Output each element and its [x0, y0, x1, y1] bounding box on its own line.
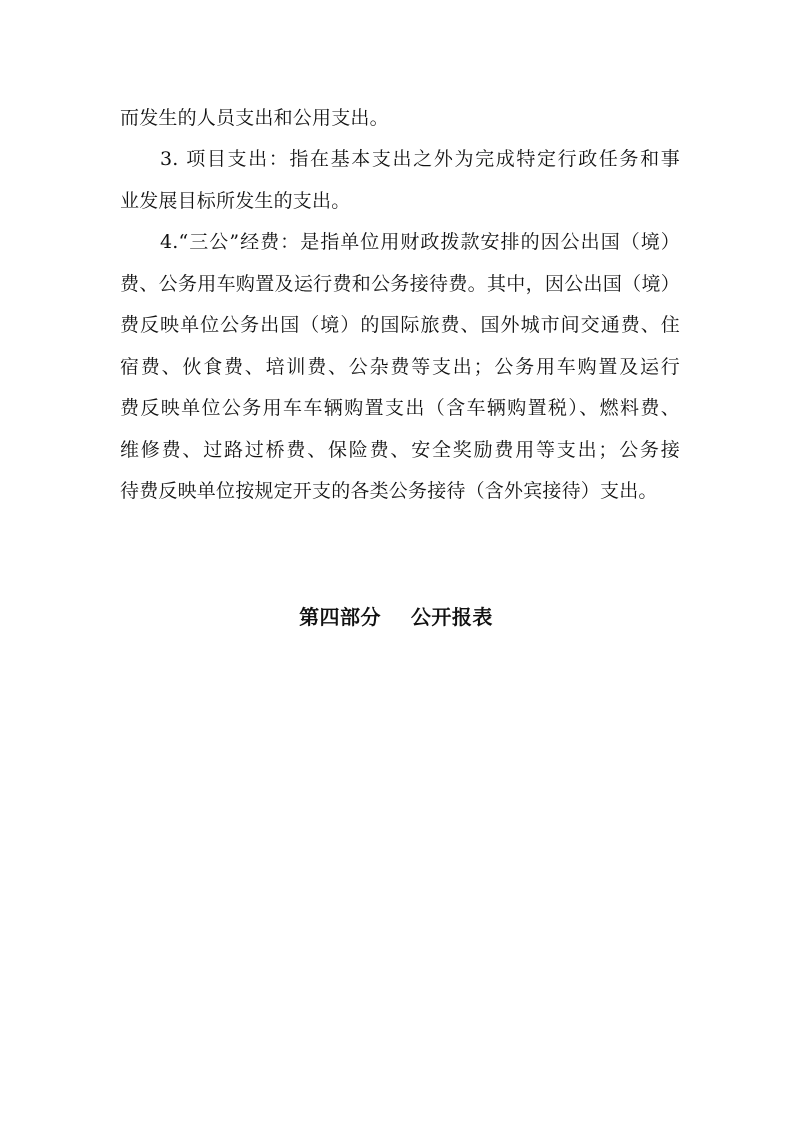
- paragraph-line-9: 维修费、过路过桥费、保险费、安全奖励费用等支出；公务接: [120, 439, 680, 461]
- paragraph-line-8: 费反映单位公务用车车辆购置支出（含车辆购置税）、燃料费、: [120, 397, 680, 419]
- paragraph-line-4: 4.“三公”经费：是指单位用财政拨款安排的因公出国（境）: [160, 231, 680, 253]
- paragraph-line-6: 费反映单位公务出国（境）的国际旅费、国外城市间交通费、住: [120, 314, 680, 336]
- paragraph-line-1: 而发生的人员支出和公用支出。: [120, 107, 389, 129]
- paragraph-line-7: 宿费、伙食费、培训费、公杂费等支出；公务用车购置及运行: [120, 356, 680, 378]
- paragraph-line-10: 待费反映单位按规定开支的各类公务接待（含外宾接待）支出。: [120, 480, 658, 502]
- paragraph-line-3: 业发展目标所发生的支出。: [120, 190, 351, 212]
- paragraph-line-5: 费、公务用车购置及运行费和公务接待费。其中，因公出国（境）: [120, 273, 680, 295]
- paragraph-line-2: 3. 项目支出：指在基本支出之外为完成特定行政任务和事: [160, 148, 680, 170]
- section-title: 第四部分 公开报表: [299, 605, 493, 629]
